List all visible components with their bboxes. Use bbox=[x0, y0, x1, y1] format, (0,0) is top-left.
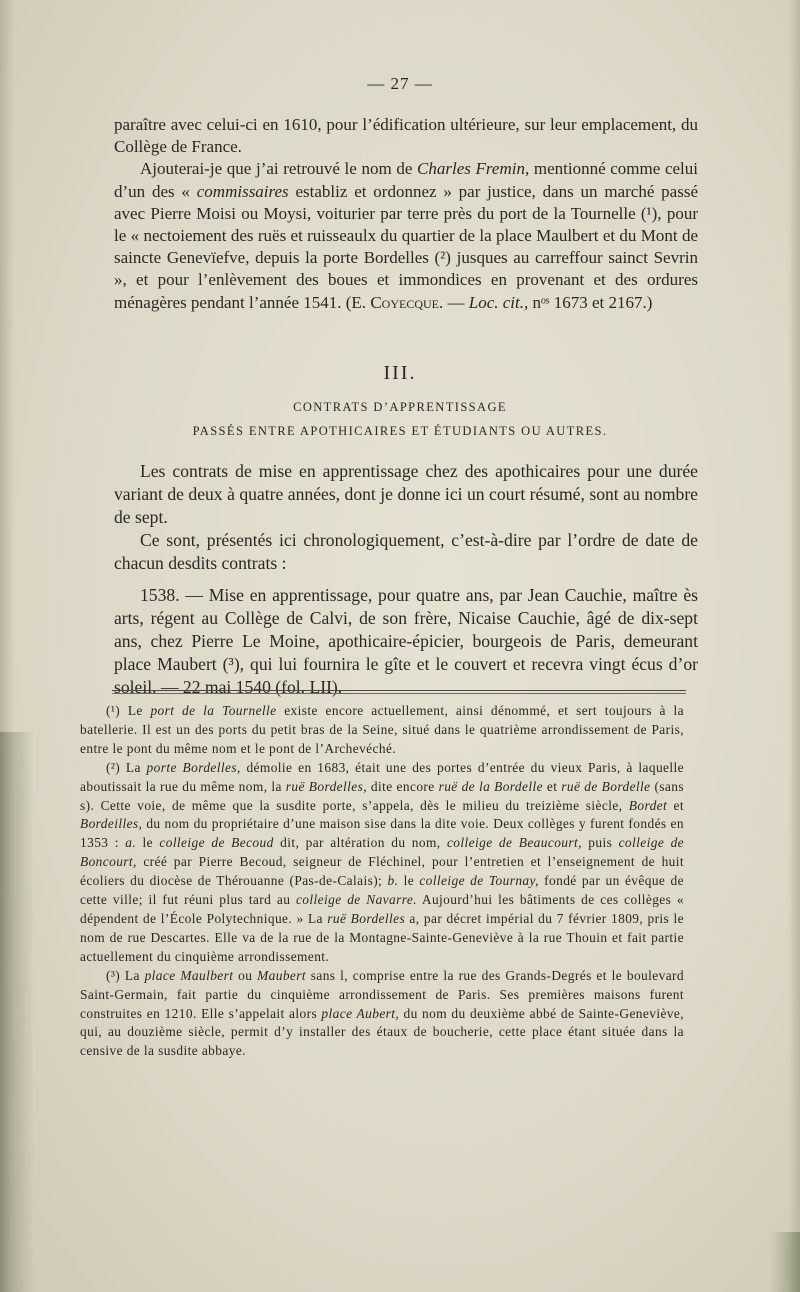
upper-text bbox=[114, 114, 698, 314]
italic-term: ruë Bordelles bbox=[327, 910, 406, 926]
italic-term: port de la Tournelle bbox=[150, 703, 277, 718]
text-run: (²) La bbox=[106, 759, 147, 775]
italic-term: Bordeilles, bbox=[80, 816, 143, 832]
text-run: dit, par altération du nom, bbox=[273, 835, 447, 851]
text-run: a, par décret impérial du 7 février 1809, pris le nom de rue Descartes. Elle va de la rue de la Montagne-Sainte-Geneviève à la rue Thouin et fait partie actuellement du cinquième arrondissement. bbox=[80, 910, 684, 964]
footnote-2 bbox=[80, 759, 684, 967]
text-run: ou bbox=[233, 967, 258, 983]
text-run: le bbox=[136, 835, 160, 851]
paragraph-contrats: Les contrats de mise en apprentissage chez des apothicaires pour une durée variant de deux à quatre années, dont je donne ici un court résumé, sont au nombre de sept. bbox=[114, 461, 698, 527]
text-run: et bbox=[542, 778, 562, 794]
author-name: Coyecque bbox=[370, 292, 439, 312]
section-subtitle-line-2: PASSÉS ENTRE APOTHICAIRES ET ÉTUDIANTS OU AUTRES. bbox=[192, 424, 608, 438]
italic-term: ruë Bordelles, bbox=[285, 778, 367, 794]
paragraph-chronologie: Ce sont, présentés ici chronologiquement, c’est-à-dire par l’ordre de date de chacun desdits contrats : bbox=[114, 530, 698, 573]
italic-term: ruë de Bordelle bbox=[561, 778, 651, 794]
italic-term: porte Bordelles, bbox=[146, 759, 241, 775]
page-stain-right bbox=[770, 1232, 800, 1292]
text-run: puis bbox=[581, 835, 619, 851]
text-run: (sans s). Cette voie, de même que la susdite porte, s’appela, dès le milieu du treizième siècle, bbox=[80, 778, 684, 813]
italic-term: colleige de Navarre. bbox=[295, 892, 417, 908]
page-stain-left bbox=[0, 732, 34, 1292]
text-run: sans l, comprise entre la rue des Grands-Degrés et le boulevard Saint-Germain, fait partie du cinquième arrondissement de Paris. Ses premières maisons furent construites en 1210. Elle s’appelait alors bbox=[80, 967, 685, 1021]
italic-term: Bordet bbox=[628, 797, 668, 813]
paragraph-intro: paraître avec celui-ci en 1610, pour l’édification ultérieure, sur leur emplacement, du Collège de France. bbox=[114, 115, 698, 157]
text-run: Ajouterai-je que j’ai retrouvé le nom de bbox=[140, 159, 418, 179]
section-numeral: III. bbox=[383, 362, 417, 384]
paragraph-1538: 1538. — Mise en apprentissage, pour quatre ans, par Jean Cauchie, maître ès arts, régent au Collège de Calvi, de son frère, Nicaise Cauchie, âgé de dix-sept ans, chez Pierre Le Moine, apothicaire-épicier, bourgeois de Paris, demeurant place Maubert (³), qui lui fournira le gîte et le couvert et recevra vingt écus d’or soleil. — 22 mai 1540 (fol. LII). bbox=[114, 585, 698, 697]
italic-term: a. bbox=[125, 835, 137, 851]
italic-term: place Aubert, bbox=[321, 1005, 400, 1021]
text-run: du nom du propriétaire d’une maison sise dans la dite voie. Deux collèges y furent fondés en 1353 : bbox=[80, 816, 684, 851]
italic-term: Maubert bbox=[257, 967, 306, 983]
text-run: créé par Pierre Becoud, seigneur de Fléchinel, pour l’entretien et l’enseignement de huit écoliers du diocèse de Thérouanne (Pas-de-Calais); bbox=[80, 854, 684, 889]
footnote-3 bbox=[80, 967, 684, 1062]
text-run: et bbox=[667, 797, 684, 813]
italic-term: colleige de Becoud bbox=[159, 835, 274, 851]
footnote-1 bbox=[80, 702, 684, 759]
text-run: (¹) Le bbox=[106, 703, 151, 718]
text-run: du nom du deuxième abbé de Sainte-Geneviève, qui, au douzième siècle, permit d’y installer des étaux de boucherie, cette place étant située dans la censive de la susdite abbaye. bbox=[80, 1005, 684, 1059]
text-run: fondé par un évêque de cette ville; il fut réuni plus tard au bbox=[80, 873, 684, 908]
page-number: — 27 — bbox=[367, 74, 433, 93]
text-run: establiz et ordonnez » par justice, dans un marché passé avec Pierre Moisi ou Moysi, voiturier par terre près du port de la Tournelle (¹), pour le « nectoiement des ruës et ruisseaulx du quartier de la place Maulbert et du Mont de saincte Genevïefve, depuis la porte Bordelles (²) jusques au carreffour sainct Sevrin », et pour l’enlèvement des boues et immondices en provenant et des ordures ménagères pendant l’année 1541. (E. bbox=[114, 181, 699, 312]
quoted-term: commissaires bbox=[196, 181, 289, 201]
text-run: Aujourd’hui les bâtiments de ces collèges « dépendent de l’École Polytechnique. » La bbox=[80, 892, 684, 926]
italic-term: place Maulbert bbox=[144, 967, 234, 983]
text-run: . — bbox=[438, 292, 469, 312]
text-run: existe encore actuellement, ainsi dénommé, et sert toujours à la batellerie. Il est un des ports du petit bras de la Seine, situé dans le quatrième arrondissement de Paris, entre le pont du même nom et le pont de l’Archevéché. bbox=[80, 703, 684, 756]
text-run: le bbox=[398, 873, 420, 889]
footnotes bbox=[80, 702, 684, 1061]
italic-term: colleige de Beaucourt, bbox=[446, 835, 582, 851]
text-run: (³) La bbox=[106, 967, 145, 983]
italic-term: b. bbox=[387, 873, 399, 889]
lower-text bbox=[114, 460, 698, 699]
paragraph-fremin bbox=[114, 158, 698, 313]
person-name: Charles Fremin, bbox=[417, 159, 530, 179]
page-shadow-right bbox=[788, 0, 800, 1292]
footnote-divider-secondary bbox=[112, 693, 686, 694]
text-run: démolie en 1683, était une des portes d’entrée du vieux Paris, à laquelle aboutissait la rue du même nom, la bbox=[80, 759, 684, 794]
section-subtitle-line-1: CONTRATS D’APPRENTISSAGE bbox=[293, 400, 507, 414]
citation-ref: Loc. cit., bbox=[468, 292, 529, 312]
italic-term: ruë de la Bordelle bbox=[438, 778, 543, 794]
text-run: mentionné comme celui d’un des « bbox=[114, 159, 698, 201]
italic-term: colleige de Boncourt, bbox=[80, 835, 685, 870]
footnote-divider bbox=[112, 690, 686, 691]
text-run: nᵒˢ 1673 et 2167.) bbox=[528, 292, 653, 312]
italic-term: colleige de Tournay, bbox=[419, 873, 539, 889]
text-run: dite encore bbox=[366, 778, 439, 794]
